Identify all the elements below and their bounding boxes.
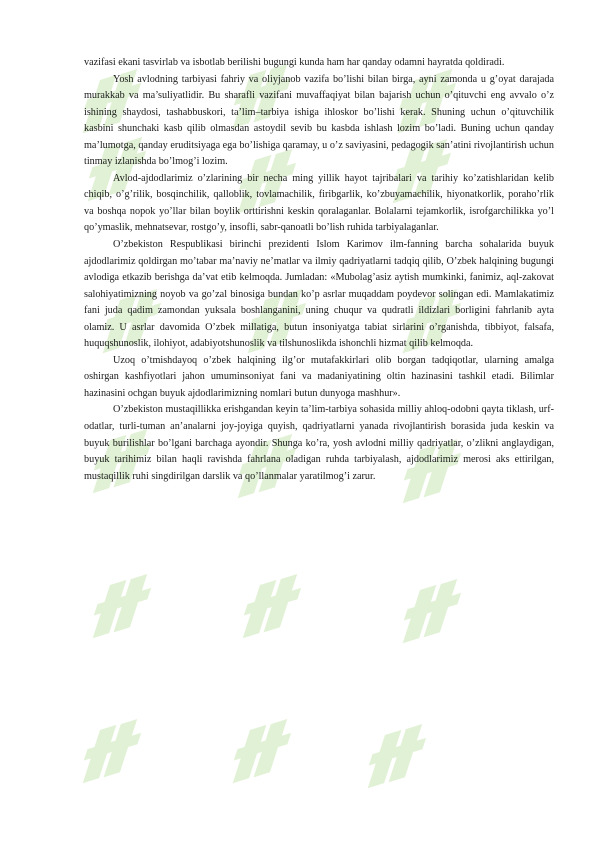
paragraph-5: Uzoq o’tmishdayoq o’zbek halqining ilg’or mutafakkirlari olib borgan tadqiqotlar, ularning amalga oshirgan kashfiyotlari jahon umuminsoniyat fani va madaniyatining oltin hazinasini tashkil etadi. Bilimlar hazinasini ochgan buyuk ajdodlarimizning nomlari butun dunyoga mashhur».: [84, 354, 554, 399]
watermark-logo-14: [237, 562, 305, 650]
paragraph-1: vazifasi ekani tasvirlab va isbotlab berilishi bugungi kunda ham har qanday odamni hayratda qoldiradi.: [84, 57, 505, 68]
paragraph-3: Avlod-ajdodlarimiz o’zlarining bir necha ming yillik hayot tajribalari va tarihiy ko’zatishlaridan kelib chiqib, o’g’rilik, bosqinchilik, qalloblik, tovlamachilik, firibgarlik, ko’zbuyamachilik, hiyonatkorlik, poraho’rlik va boshqa nopok yo’llar bilan boylik orttirishni keskin qoralaganlar. Bolalarni tejamkorlik, isrofgarchilikka yo’l qo’ymaslik, mehnatsevar, rostgo’y, insofli, sabr-qanoatli bo’lish ruhida tarbiyalaganlar.: [84, 172, 554, 234]
body-text: [84, 55, 554, 485]
watermark-logo-17: [227, 707, 295, 795]
paragraph-2: Yosh avlodning tarbiyasi fahriy va oliyjanob vazifa bo’lishi bilan birga, ayni zamonda u g’oyat darajada murakkab va ma’suliyatlidir. Bu sharafli vazifani muvaffaqiyat bilan bajarish uchun o’qituvchi eng avvalo o’z ishining shaydosi, tashabbuskori, ta’lim–tarbiya ishiga ihloskor bo’lishi kerak. Shuning uchun o’qituvchilik kasbini shunchaki kasb qilib olmasdan astoydil sevib bu kasbda ishlash lozim bo’ladi. Buning uchun qanday ma’lumotga, qanday eruditsiyaga ega bo’lishiga qaramay, u o’z saviyasini, pedagogik san’atini rivojlantirish uchun tinmay izlanishda bo’lmog’i lozim.: [84, 73, 554, 168]
paragraph-4: O’zbekiston Respublikasi birinchi prezidenti Islom Karimov ilm-fanning barcha sohalarida buyuk ajdodlarimiz qoldirgan mo’tabar ma’naviy ne’matlar va ilmiy qadriyatlarni tadqiq qilib, O’zbek halqining bugungi avlodiga etkazib berishga da’vat etib kelmoqda. Jumladan: «Mubolag’asiz aytish mumkinki, fanimiz, aql-zakovat salohiyatimizning noyob va go’zal binosiga bundan ko’p asrlar muqaddam poydevor solingan edi. Mamlakatimiz fani juda qadim zamondan yuksala boshlanganini, uning chuqur va qudratli ildizlari borligini fahrlanib ayta olamiz. U asrlar davomida O’zbek millatiga, butun insoniyatga tabiat sirlarini o’rganishda, tibbiyot, falsafa, huquqshunoslik, ilohiyot, adabiyotshunoslik va tilshunoslikda ishonchli hizmat qilib kelmoqda.: [84, 239, 554, 350]
watermark-logo-15: [397, 567, 465, 655]
watermark-logo-16: [77, 707, 145, 795]
watermark-logo-18: [362, 712, 430, 800]
paragraph-6: O’zbekiston mustaqillikka erishgandan keyin ta’lim-tarbiya sohasida milliy ahloq-odobni qayta tiklash, urf-odatlar, turli-tuman an’analarni joy-joyiga quyish, qadriyatlarni yanada rivojlantirish borasida juda keskin va buyuk burilishlar bo’lgani barchaga ayondir. Shunga ko’ra, yosh avlodni milliy qadriyatlar, o’zlikni anglaydigan, buyuk tarihimiz bilan haqli ravishda fahrlana oladigan ruhda tarbiyalash, ajdodlarimiz merosi aks ettirilgan, mustaqillik ruhi singdirilgan darslik va qo’llanmalar yaratilmog’i zarur.: [84, 404, 554, 482]
watermark-logo-13: [87, 562, 155, 650]
